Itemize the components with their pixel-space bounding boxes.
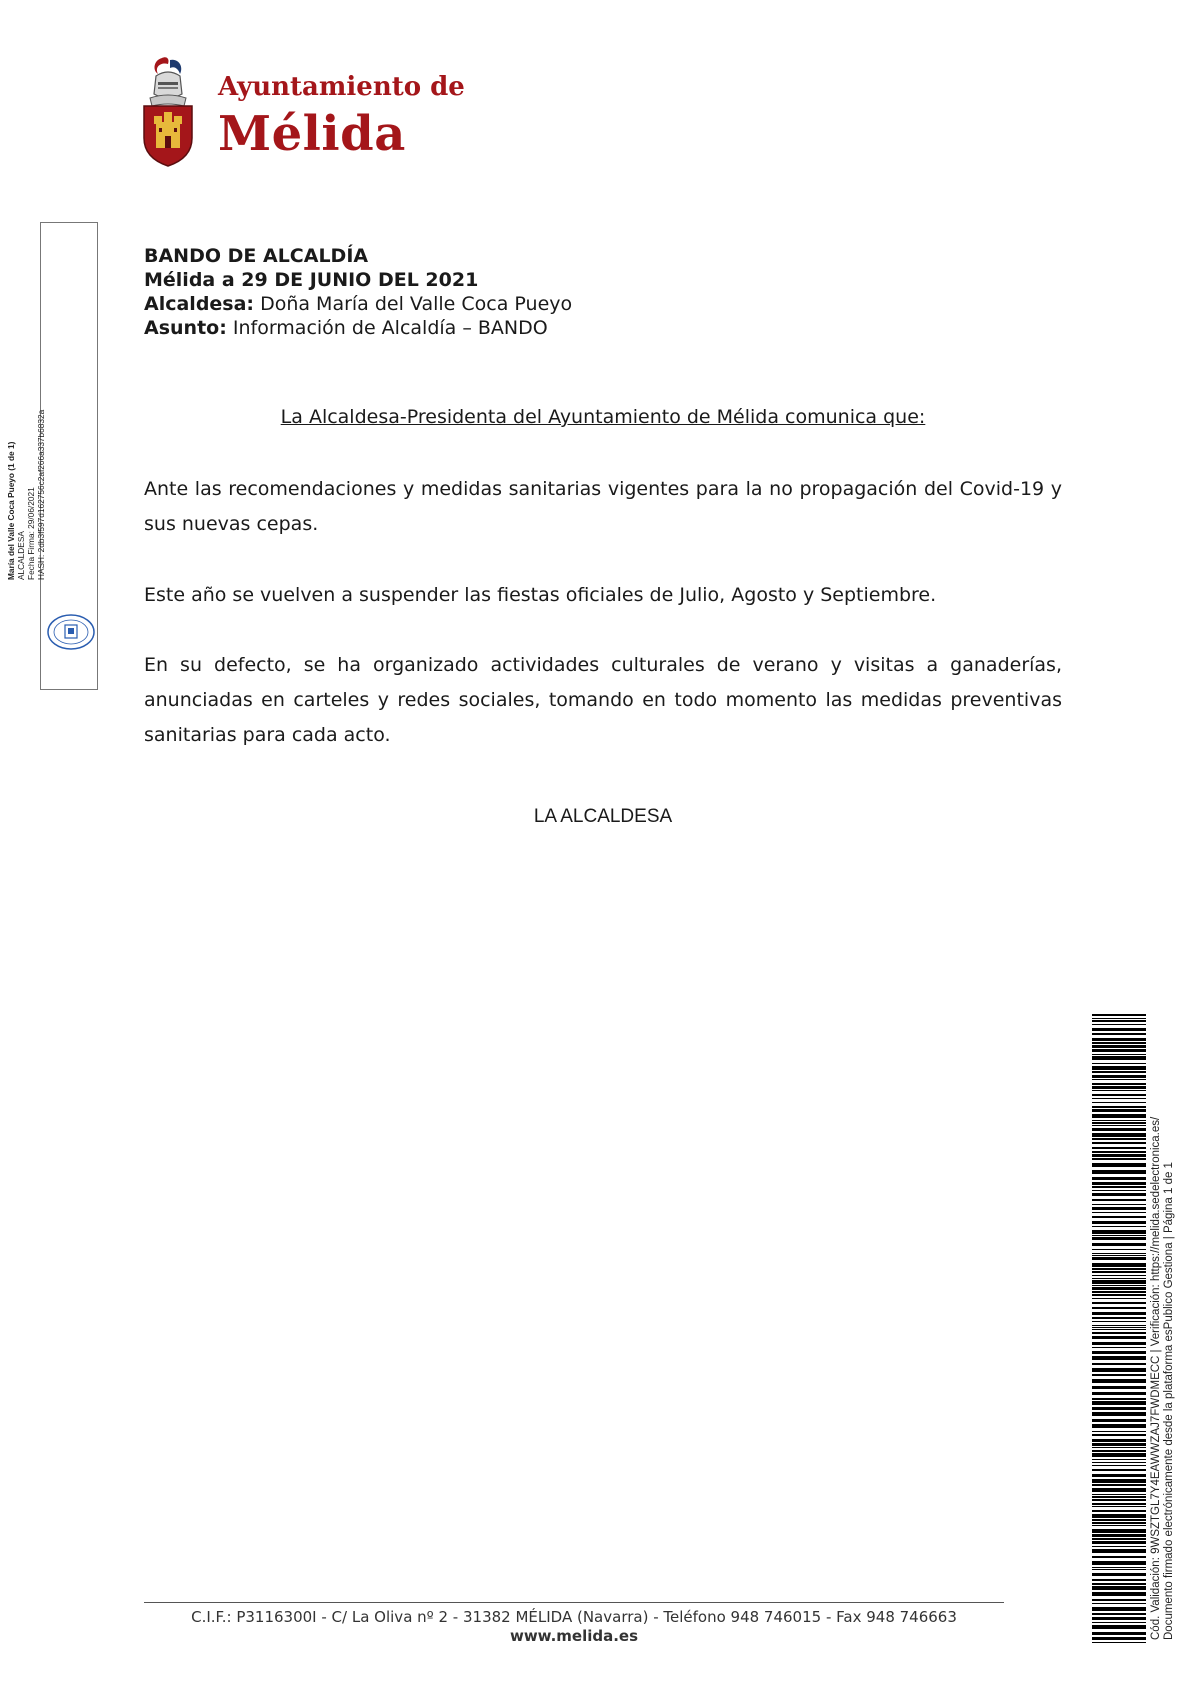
- barcode-bar: [1092, 1133, 1146, 1137]
- body-paragraph-2: Este año se vuelven a suspender las fiestas oficiales de Julio, Agosto y Septiembre.: [144, 584, 937, 606]
- barcode-bar: [1092, 1199, 1146, 1201]
- barcode-bar: [1092, 1336, 1146, 1339]
- barcode-bar: [1092, 1204, 1146, 1205]
- barcode-bar: [1092, 1617, 1146, 1620]
- barcode-bar: [1092, 1066, 1146, 1070]
- barcode-bar: [1092, 1038, 1146, 1041]
- barcode-bar: [1092, 1351, 1146, 1354]
- document-title: BANDO DE ALCALDÍA: [144, 245, 369, 267]
- barcode-bar: [1092, 1151, 1146, 1153]
- barcode-bar: [1092, 1075, 1146, 1078]
- barcode-bar: [1092, 1102, 1146, 1103]
- barcode-bar: [1092, 1063, 1146, 1064]
- barcode-bar: [1092, 1255, 1146, 1256]
- barcode-bar: [1092, 1459, 1146, 1460]
- barcode-bar: [1092, 1125, 1146, 1126]
- barcode-bar: [1092, 1083, 1146, 1085]
- barcode-bar: [1092, 1506, 1146, 1507]
- barcode-bar: [1092, 1243, 1146, 1246]
- footer-website[interactable]: www.melida.es: [509, 1627, 639, 1645]
- barcode-bar: [1092, 1419, 1146, 1422]
- barcode-bar: [1092, 1374, 1146, 1376]
- barcode-bar: [1092, 1271, 1146, 1273]
- barcode-bar: [1092, 1447, 1146, 1448]
- body-paragraph-3: En su defecto, se ha organizado actividades culturales de verano y visitas a ganaderías, anunciadas en carteles y redes sociales, tomando en todo momento las medidas preventivas sanitarias para cada acto.: [144, 654, 1062, 746]
- barcode-bar: [1092, 1525, 1146, 1526]
- barcode-bar: [1092, 1607, 1146, 1611]
- barcode-bar: [1092, 1484, 1146, 1486]
- barcode-bar: [1092, 1586, 1146, 1590]
- barcode-bar: [1092, 1325, 1146, 1326]
- barcode-bar: [1092, 1147, 1146, 1149]
- verification-line-2: Documento firmado electrónicamente desde la plataforma esPublico Gestiona | Página 1 de 1: [1163, 1162, 1175, 1640]
- official-seal-icon: [46, 612, 96, 652]
- barcode-bar: [1092, 1465, 1146, 1466]
- barcode-bar: [1092, 1249, 1146, 1250]
- barcode-bar: [1092, 1190, 1146, 1191]
- barcode-bar: [1092, 1257, 1146, 1260]
- barcode-bar: [1092, 1285, 1146, 1286]
- barcode-bar: [1092, 1503, 1146, 1505]
- barcode-bar: [1092, 1494, 1146, 1495]
- barcode-bar: [1092, 1321, 1146, 1322]
- barcode-bar: [1092, 1546, 1146, 1547]
- barcode-bar: [1092, 1028, 1146, 1031]
- barcode-bar: [1092, 1392, 1146, 1395]
- barcode-bar: [1092, 1302, 1146, 1304]
- mayor-line: [144, 292, 572, 316]
- barcode-bar: [1092, 1603, 1146, 1604]
- verification-text: [1150, 1080, 1176, 1640]
- barcode-bar: [1092, 1431, 1146, 1432]
- barcode-bar: [1092, 1230, 1146, 1234]
- barcode-bar: [1092, 1120, 1146, 1121]
- barcode-bar: [1092, 1226, 1146, 1227]
- barcode-bar: [1092, 1056, 1146, 1060]
- document-header: [144, 244, 572, 340]
- barcode-bar: [1092, 1086, 1146, 1089]
- barcode-bar: [1092, 1469, 1146, 1471]
- mayor-label: Alcaldesa:: [144, 293, 255, 315]
- barcode-bar: [1092, 1216, 1146, 1218]
- barcode-bar: [1092, 1312, 1146, 1315]
- barcode-bar: [1092, 1356, 1146, 1360]
- barcode-bar: [1092, 1235, 1146, 1236]
- body-paragraph-1: Ante las recomendaciones y medidas sanitarias vigentes para la no propagación del Covid-19 y sus nuevas cepas.: [144, 478, 1062, 535]
- barcode-bar: [1092, 1556, 1146, 1558]
- barcode-bar: [1092, 1280, 1146, 1284]
- signature-date: Fecha Firma: 29/06/2021: [26, 487, 36, 580]
- barcode-bar: [1092, 1307, 1146, 1309]
- barcode-bar: [1092, 1541, 1146, 1544]
- barcode-bar: [1092, 1579, 1146, 1581]
- barcode-bar: [1092, 1020, 1146, 1022]
- barcode-bar: [1092, 1114, 1146, 1118]
- barcode-bar: [1092, 1479, 1146, 1483]
- footer-address: C.I.F.: P3116300I - C/ La Oliva nº 2 - 31382 MÉLIDA (Navarra) - Teléfono 948 746015 - Fax 948 746663: [191, 1608, 957, 1626]
- footer-divider: [144, 1602, 1004, 1603]
- signature-signer: María del Valle Coca Pueyo (1 de 1): [6, 441, 16, 580]
- barcode-bar: [1092, 1342, 1146, 1345]
- mayor-value: Doña María del Valle Coca Pueyo: [260, 293, 573, 315]
- barcode-bar: [1092, 1158, 1146, 1160]
- barcode-bar: [1092, 1263, 1146, 1267]
- barcode-bar: [1092, 1599, 1146, 1601]
- barcode-bar: [1092, 1332, 1146, 1334]
- barcode-bar: [1092, 1522, 1146, 1524]
- barcode-bar: [1092, 1642, 1146, 1643]
- barcode-bar: [1092, 1109, 1146, 1112]
- barcode-bar: [1092, 1237, 1146, 1240]
- barcode-bar: [1092, 1496, 1146, 1498]
- barcode-bar: [1092, 1278, 1146, 1279]
- logo-title-line2: Mélida: [218, 106, 406, 162]
- barcode-bar: [1092, 1079, 1146, 1080]
- barcode-bar: [1092, 1401, 1146, 1405]
- barcode-bar: [1092, 1049, 1146, 1052]
- barcode-bar: [1092, 1138, 1146, 1140]
- barcode-bar: [1092, 1434, 1146, 1436]
- barcode-bar: [1092, 1122, 1146, 1124]
- barcode-bar: [1092, 1398, 1146, 1400]
- barcode-bar: [1092, 1439, 1146, 1442]
- barcode-bar: [1092, 1569, 1146, 1570]
- barcode-bar: [1092, 1054, 1146, 1055]
- barcode-bar: [1092, 1424, 1146, 1428]
- signature-details: [6, 370, 46, 580]
- barcode-bar: [1092, 1529, 1146, 1533]
- barcode-bar: [1092, 1090, 1146, 1091]
- barcode-bar: [1092, 1024, 1146, 1025]
- subject-value: Información de Alcaldía – BANDO: [232, 317, 548, 339]
- barcode-bar: [1092, 1499, 1146, 1501]
- verification-line-1: Cód. Validación: 9WSZTGL7Y4EAWWZAJ7FWDMECC | Verificación: https://melida.sedelectronica.es/: [1150, 1116, 1162, 1640]
- barcode-bar: [1092, 1317, 1146, 1319]
- barcode-bar: [1092, 1207, 1146, 1210]
- barcode-bar: [1092, 1329, 1146, 1330]
- barcode-bar: [1092, 1142, 1146, 1144]
- barcode-bar: [1092, 1583, 1146, 1585]
- signature-role: ALCALDESA: [16, 531, 26, 580]
- barcode-bar: [1092, 1514, 1146, 1518]
- barcode-bar: [1092, 1033, 1146, 1035]
- barcode-bar: [1092, 1379, 1146, 1383]
- barcode-bar: [1092, 1170, 1146, 1174]
- signoff: LA ALCALDESA: [533, 806, 673, 827]
- logo-title-line1: Ayuntamiento de: [218, 72, 465, 102]
- barcode-bar: [1092, 1592, 1146, 1596]
- barcode-bar: [1092, 1294, 1146, 1296]
- barcode-bar: [1092, 1474, 1146, 1477]
- barcode-bar: [1092, 1625, 1146, 1629]
- barcode-bar: [1092, 1018, 1146, 1019]
- barcode-bar: [1092, 1014, 1146, 1016]
- barcode-bar: [1092, 1549, 1146, 1553]
- barcode-bar: [1092, 1412, 1146, 1416]
- barcode-bar: [1092, 1177, 1146, 1180]
- document-place-date: Mélida a 29 DE JUNIO DEL 2021: [144, 269, 479, 291]
- barcode-bar: [1092, 1221, 1146, 1224]
- barcode-bar: [1092, 1519, 1146, 1521]
- barcode-bar: [1092, 1450, 1146, 1452]
- barcode-bar: [1092, 1561, 1146, 1565]
- subject-label: Asunto:: [144, 317, 227, 339]
- barcode-bar: [1092, 1386, 1146, 1389]
- barcode-bar: [1092, 1443, 1146, 1446]
- barcode-bar: [1092, 1637, 1146, 1640]
- barcode-bar: [1092, 1212, 1146, 1213]
- barcode-bar: [1092, 1368, 1146, 1372]
- barcode-bar: [1092, 1538, 1146, 1540]
- barcode-bar: [1092, 1534, 1146, 1537]
- barcode-bar: [1092, 1268, 1146, 1270]
- barcode-bar: [1092, 1407, 1146, 1410]
- barcode-bar: [1092, 1045, 1146, 1048]
- coat-of-arms-icon: [140, 54, 196, 169]
- barcode-bar: [1092, 1298, 1146, 1299]
- barcode-bar: [1092, 1573, 1146, 1576]
- signature-hash: HASH: 2db3f597d162756c2af266a337b6832a: [36, 409, 46, 580]
- barcode-bar: [1092, 1622, 1146, 1623]
- barcode-bar: [1092, 1275, 1146, 1276]
- barcode-bar: [1092, 1163, 1146, 1167]
- barcode-bar: [1092, 1327, 1146, 1328]
- barcode-bar: [1092, 1154, 1146, 1157]
- barcode-bar: [1092, 1462, 1146, 1463]
- barcode-bar: [1092, 1291, 1146, 1293]
- validation-barcode: [1092, 1014, 1146, 1644]
- barcode-bar: [1092, 1363, 1146, 1365]
- barcode-bar: [1092, 1106, 1146, 1108]
- intro-statement: La Alcaldesa-Presidenta del Ayuntamiento de Mélida comunica que:: [280, 406, 926, 428]
- barcode-bar: [1092, 1287, 1146, 1290]
- barcode-bar: [1092, 1042, 1146, 1044]
- barcode-bar: [1092, 1098, 1146, 1099]
- barcode-bar: [1092, 1632, 1146, 1635]
- barcode-bar: [1092, 1071, 1146, 1073]
- subject-line: [144, 316, 572, 340]
- barcode-bar: [1092, 1193, 1146, 1196]
- municipal-logo: [140, 54, 470, 169]
- barcode-bar: [1092, 1186, 1146, 1188]
- barcode-bar: [1092, 1453, 1146, 1457]
- barcode-bar: [1092, 1510, 1146, 1512]
- barcode-bar: [1092, 1613, 1146, 1615]
- barcode-bar: [1092, 1488, 1146, 1492]
- barcode-bar: [1092, 1128, 1146, 1131]
- barcode-bar: [1092, 1567, 1146, 1568]
- barcode-bar: [1092, 1094, 1146, 1096]
- barcode-bar: [1092, 1253, 1146, 1254]
- barcode-bar: [1092, 1182, 1146, 1185]
- barcode-bar: [1092, 1347, 1146, 1348]
